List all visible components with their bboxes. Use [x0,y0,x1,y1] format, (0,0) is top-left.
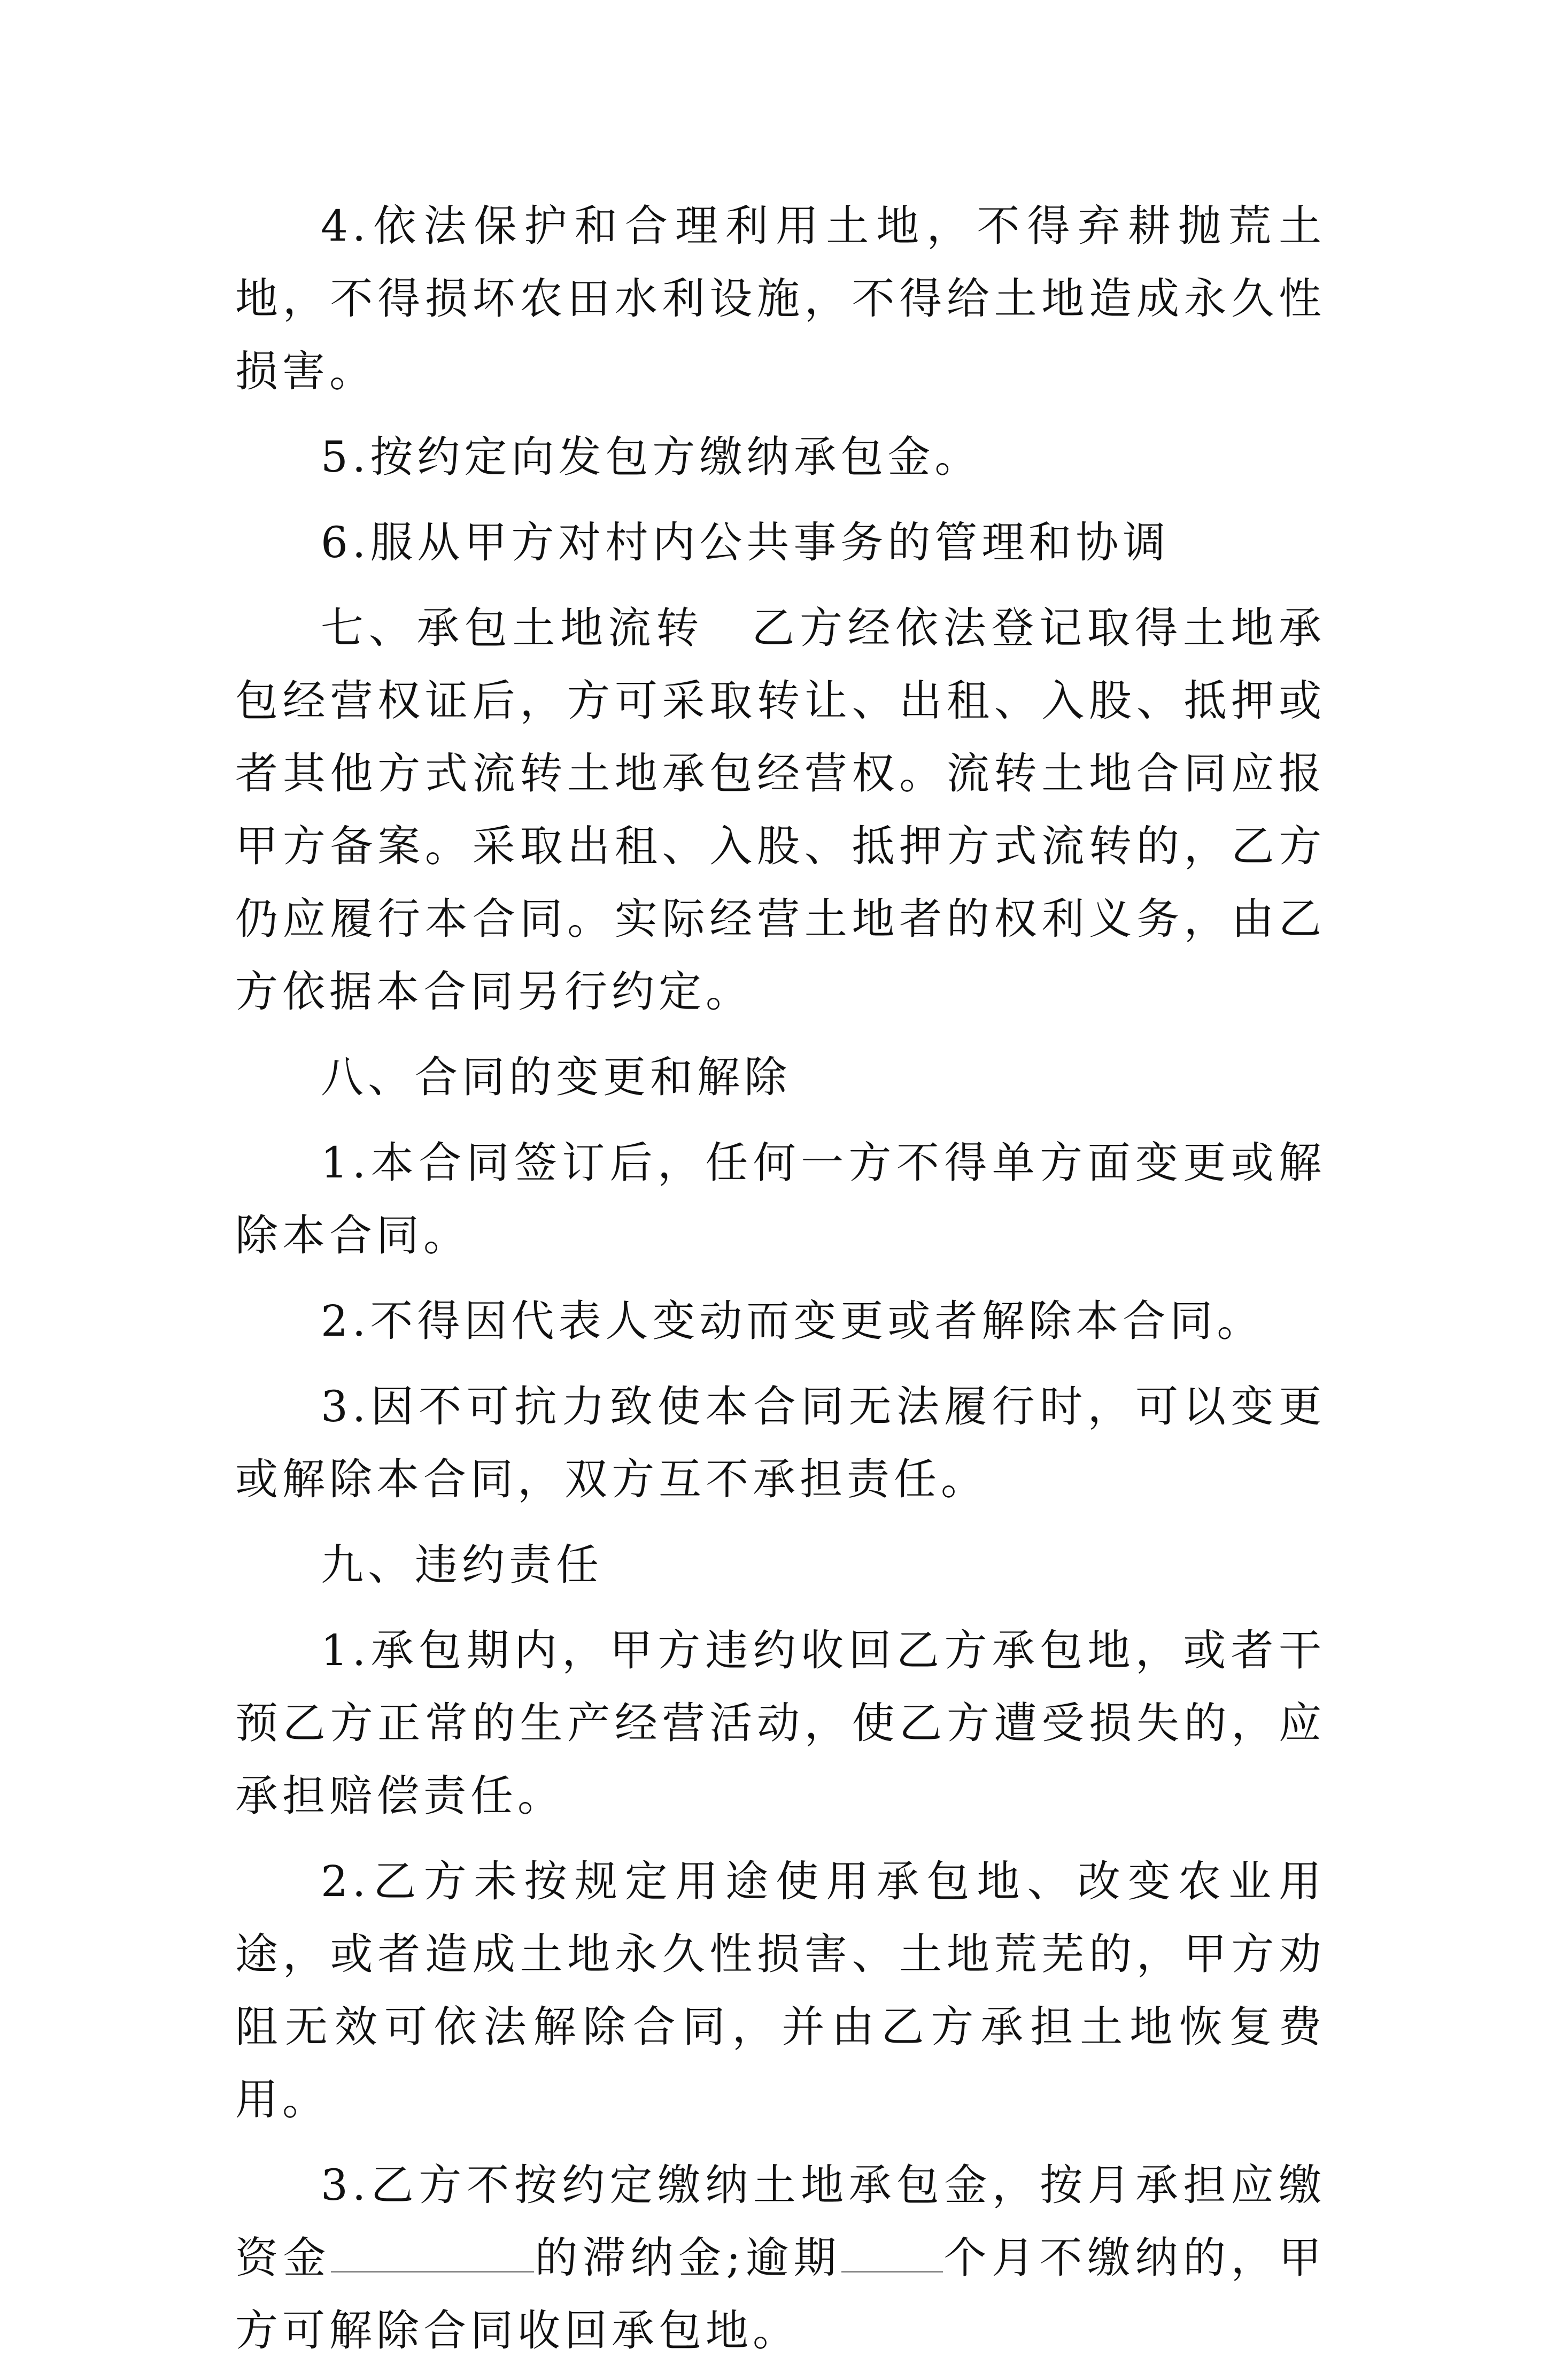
clause-3-text-start: 3.乙方不按约定缴纳土地承包金，按月承担应缴资金 [235,2160,1326,2283]
clause-6-obey-management: 6.服从甲方对村内公共事务的管理和协调 [321,518,1170,567]
section-8-clause-1: 1.本合同签订后，任何一方不得单方面变更或解除本合同。 [235,1138,1326,1260]
section-9-clause-2: 2.乙方未按规定用途使用承包地、改变农业用途，或者造成土地永久性损害、土地荒芜的，甲方劝阻无效可依法解除合同，并由乙方承担土地恢复费用。 [235,1857,1326,2124]
section-8-clause-2: 2.不得因代表人变动而变更或者解除本合同。 [321,1296,1264,1346]
clause-3-text-end: 个月不缴纳的，甲方可解除合同收回承包地。 [235,2233,1326,2355]
document-page [235,190,1326,2380]
late-fee-blank [331,2233,534,2273]
clause-5-pay-fee: 5.按约定向发包方缴纳承包金。 [321,432,982,482]
section-8-clause-3: 3.因不可抗力致使本合同无法履行时，可以变更或解除本合同，双方互不承担责任。 [235,1382,1326,1504]
section-9-clause-1: 1.承包期内，甲方违约收回乙方承包地，或者干预乙方正常的生产经营活动，使乙方遭受损失的，应承担赔偿责任。 [235,1626,1326,1821]
clause-4-protect-land: 4.依法保护和合理利用土地，不得弃耕抛荒土地，不得损坏农田水利设施，不得给土地造成永久性损害。 [235,201,1326,396]
section-8-heading: 八、合同的变更和解除 [321,1052,791,1102]
clause-3-text-middle: 的滞纳金;逾期 [534,2233,841,2283]
section-9-clause-3 [235,2149,1326,2367]
overdue-months-blank [841,2233,943,2273]
section-7-land-transfer: 七、承包土地流转 乙方经依法登记取得土地承包经营权证后，方可采取转让、出租、入股、抵押或者其他方式流转土地承包经营权。流转土地合同应报甲方备案。采取出租、入股、抵押方式流转的，乙方仍应履行本合同。实际经营土地者的权利义务，由乙方依据本合同另行约定。 [235,603,1326,1016]
section-9-heading: 九、违约责任 [321,1540,603,1590]
